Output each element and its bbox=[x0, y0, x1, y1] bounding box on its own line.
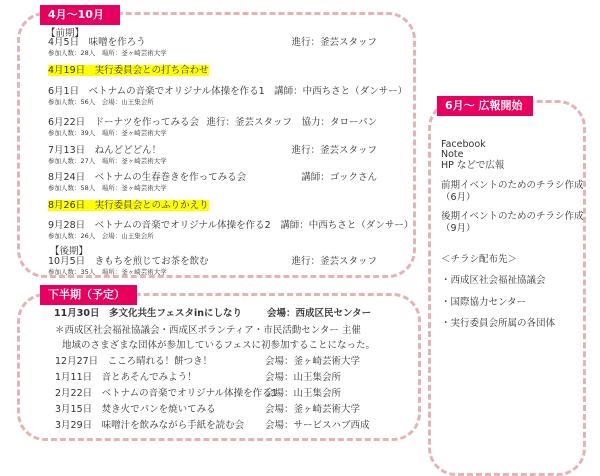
event-detail: 参加人数：26人 会場：山王集会所 bbox=[48, 232, 154, 240]
event-title: 10月5日 きもちを煎じてお茶を飲む bbox=[48, 256, 209, 267]
event-lead: 進行：釜芸スタッフ bbox=[291, 37, 377, 48]
late-heading: 【後期】 bbox=[50, 246, 89, 257]
event-lead: 進行：釜芸スタッフ 協力：タローパン bbox=[206, 117, 377, 128]
planned-event-title: 3月15日 焚き火でパンを焼いてみる bbox=[55, 404, 216, 415]
feature-event-venue: 会場：西成区民センター bbox=[267, 308, 372, 319]
planned-event-title: 3月29日 味噌汁を飲みながら手紙を読む会 bbox=[55, 420, 245, 431]
event-title: 9月28日 ベトナムの音楽でオリジナル体操を作る2 講師：中西ちさと（ダンサー） bbox=[48, 220, 414, 231]
feature-event-title: 11月30日 多文化共生フェスタinにしなり bbox=[54, 308, 242, 319]
event-detail: 参加人数：27人 場所：釜ヶ崎芸術大学 bbox=[48, 157, 167, 165]
early-heading: 【前期】 bbox=[46, 28, 85, 39]
event-detail: 参加人数：39人 場所：釜ヶ崎芸術大学 bbox=[48, 129, 167, 137]
feature-note-2: 地域のさまざまな団体が参加しているフェスに初参加することになった。 bbox=[62, 340, 376, 351]
pr-line: ・西成区社会福祉協議会 bbox=[441, 275, 546, 286]
pr-line: ・国際協力センター bbox=[441, 297, 527, 308]
planned-event-title: 2月22日 ベトナムの音楽でオリジナル体操を作る1 bbox=[55, 388, 278, 399]
pr-line: ＜チラシ配布先＞ bbox=[441, 254, 518, 265]
feature-note-1: ＊西成区社会福祉協議会・西成区ボランティア・市民活動センター 主催 bbox=[55, 325, 361, 336]
pr-line: ・実行委員会所属の各団体 bbox=[441, 318, 556, 329]
pr-line: Facebook bbox=[441, 139, 486, 150]
event-lead: 講師：ゴックさん bbox=[301, 172, 377, 183]
event-title: 4月5日 味噌を作ろう bbox=[48, 37, 146, 48]
pr-line: Note bbox=[441, 149, 464, 160]
second-half-label: 下半期（予定） bbox=[40, 285, 137, 305]
pr-line: （6月） bbox=[441, 192, 476, 203]
pr-line: HP などで広報 bbox=[441, 160, 505, 171]
first-half-label: 4月～10月 bbox=[40, 5, 120, 25]
event-detail: 参加人数：28人 場所：釜ヶ崎芸術大学 bbox=[48, 49, 167, 57]
planned-event-venue: 会場：山王集会所 bbox=[265, 388, 342, 399]
planned-event-venue: 会場：釜ヶ崎芸術大学 bbox=[265, 404, 361, 415]
pr-line: 前期イベントのためのチラシ作成 bbox=[441, 180, 584, 191]
planned-event-title: 12月27日 こころ晴れる！餅つき！ bbox=[55, 356, 213, 367]
event-detail: 参加人数：56人 会場：山王集会所 bbox=[48, 98, 154, 106]
event-title: 6月22日 ドーナツを作ってみる会 bbox=[48, 117, 200, 128]
event-title: 6月1日 ベトナムの音楽でオリジナル体操を作る1 講師：中西ちさと（ダンサー） bbox=[48, 86, 408, 97]
event-title: 4月19日 実行委員会との打ち合わせ bbox=[48, 65, 209, 76]
event-detail: 参加人数：58人 場所：釜ヶ崎芸術大学 bbox=[48, 184, 167, 192]
event-lead: 進行：釜芸スタッフ bbox=[291, 256, 377, 267]
planned-event-venue: 会場：サービスハブ西成 bbox=[265, 420, 370, 431]
planned-event-venue: 会場：釜ヶ崎芸術大学 bbox=[265, 356, 361, 367]
pr-line: （9月） bbox=[441, 223, 476, 234]
event-title: 7月13日 ねんどどどん！ bbox=[48, 145, 162, 156]
pr-line: 後期イベントのためのチラシ作成 bbox=[441, 211, 584, 222]
event-lead: 進行：釜芸スタッフ bbox=[291, 145, 377, 156]
event-detail: 参加人数：35人 場所：釜ヶ崎芸術大学 bbox=[48, 268, 167, 276]
pr-label: 6月～ 広報開始 bbox=[437, 96, 533, 116]
planned-event-title: 1月11日 音とあそんでみよう！ bbox=[55, 372, 197, 383]
event-title: 8月24日 ベトナムの生春巻きを作ってみる会 bbox=[48, 172, 247, 183]
event-title: 8月26日 実行委員会とのふりかえり bbox=[48, 200, 209, 211]
planned-event-venue: 会場：山王集会所 bbox=[265, 372, 342, 383]
